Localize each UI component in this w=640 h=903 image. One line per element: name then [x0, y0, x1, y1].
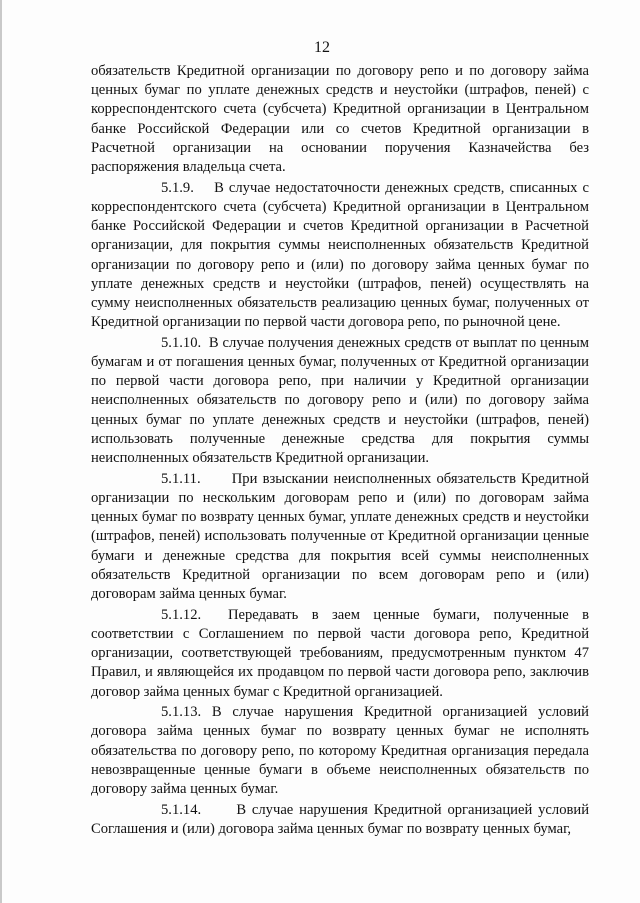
- paragraph-5-1-11: [91, 470, 589, 604]
- paragraph-number: 5.1.12.: [161, 606, 202, 623]
- paragraph-5-1-9: [91, 179, 589, 333]
- paragraph-text: В случае недостаточности денежных средств, списанных с корреспондентского счета (субсчета) Кредитной организации в Центральном банке Российской Федерации и счетов Кредитной организации в Расчетной организации, для покрытия суммы неисполненных обязательств Кредитной организации по договору репо и (или) по договору займа ценных бумаг по уплате денежных средств и неустойки (штрафов, пеней) осуществлять на сумму неисполненных обязательств реализацию ценных бумаг, полученных от Кредитной организации по первой части договора репо, по рыночной цене.: [91, 179, 589, 331]
- paragraph-number: 5.1.11.: [161, 470, 201, 487]
- paragraph-number: 5.1.10.: [161, 334, 202, 351]
- paragraph-text: В случае нарушения Кредитной организацией условий договора займа ценных бумаг по возврату ценных бумаг не исполнять обязательства по договору репо, по которому Кредитная организация передала невозвращенные ценные бумаги в объеме неисполненных обязательств по договору займа ценных бумаг.: [91, 704, 589, 798]
- paragraph-number: 5.1.9.: [161, 179, 194, 196]
- paragraph-5-1-10: [91, 334, 589, 468]
- paragraph-number: 5.1.13.: [161, 704, 202, 721]
- paragraph-number: 5.1.14.: [161, 801, 202, 818]
- paragraph-text: Передавать в заем ценные бумаги, полученные в соответствии с Соглашением по первой части договора репо, Кредитной организации, соответствующей требованиям, предусмотренным пунктом 47 Правил, и являющейся их продавцом по первой части договора репо, заключив договор займа ценных бумаг с Кредитной организацией.: [91, 606, 589, 700]
- page-number: 12: [314, 39, 330, 56]
- paragraph-text: При взыскании неисполненных обязательств Кредитной организации по нескольким договорам репо и (или) по договорам займа ценных бумаг по возврату ценных бумаг, уплате денежных средств и неустойки (штрафов, пеней) использовать полученные от Кредитной организации ценные бумаги и денежные средства для покрытия всей суммы неисполненных обязательств Кредитной организации по всем договорам репо и (или) договорам займа ценных бумаг.: [91, 470, 590, 602]
- document-body: [91, 62, 589, 839]
- paragraph-text: В случае получения денежных средств от выплат по ценным бумагам и от погашения ценных бумаг, полученных от Кредитной организации по первой части договора репо, при наличии у Кредитной организации неисполненных обязательств по договору репо и (или) по договору займа ценных бумаг по уплате денежных средств и неустойки (штрафов, пеней) использовать полученные денежные средства для покрытия суммы неисполненных обязательств Кредитной организации.: [91, 334, 589, 467]
- paragraph-continued: [91, 62, 589, 177]
- paragraph-5-1-14: [91, 801, 589, 839]
- paragraph-5-1-12: [91, 606, 589, 702]
- paragraph-text: В случае нарушения Кредитной организацией условий Соглашения и (или) договора займа ценных бумаг по возврату ценных бумаг,: [91, 801, 589, 837]
- paragraph-text: обязательств Кредитной организации по договору репо и по договору займа ценных бумаг по уплате денежных средств и неустойки (штрафов, пеней) с корреспондентского счета (субсчета) Кредитной организации в Центральном банке Российской Федерации или со счетов Кредитной организации в Расчетной организации на основании поручения Казначейства без распоряжения владельца счета.: [91, 63, 589, 176]
- paragraph-5-1-13: [91, 703, 589, 799]
